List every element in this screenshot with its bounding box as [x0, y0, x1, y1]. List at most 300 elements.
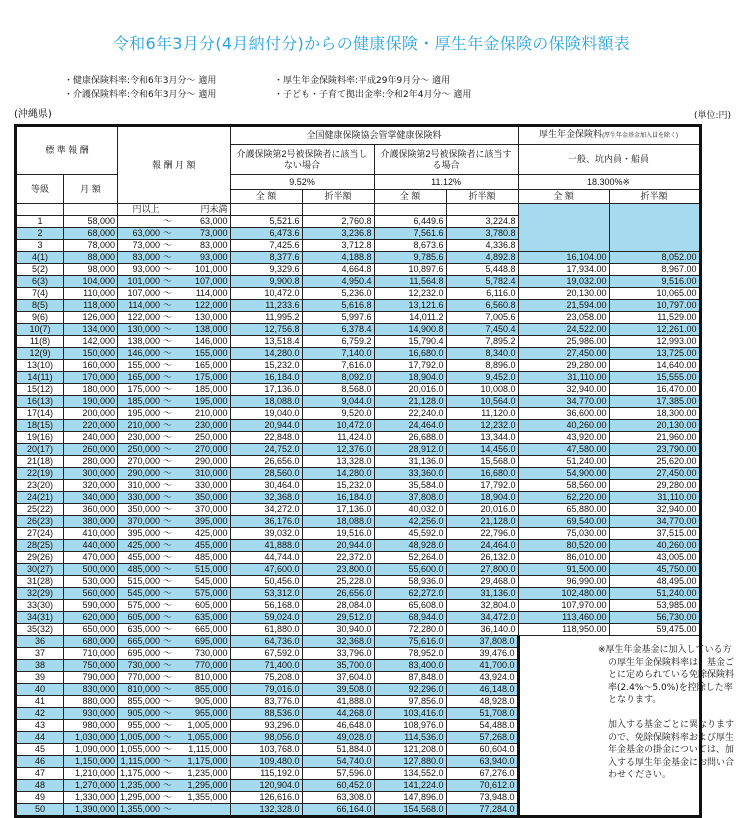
cell: 21,128.0	[446, 516, 518, 528]
cell: 59,024.0	[230, 612, 302, 624]
cell: 22,796.0	[446, 528, 518, 540]
cell: 280,000	[64, 456, 118, 468]
tilde: ～	[163, 240, 173, 250]
range-low: 155,000	[127, 360, 161, 370]
cell: 126,616.0	[230, 792, 302, 804]
cell: 75,030.00	[518, 528, 609, 540]
cell: 26,132.0	[446, 552, 518, 564]
cell: 39,508.0	[302, 684, 374, 696]
table-row	[16, 396, 701, 408]
cell: 10(7)	[16, 324, 64, 336]
cell: 17,934.00	[518, 264, 609, 276]
table-row	[16, 504, 701, 516]
cell: 12,232.0	[374, 288, 446, 300]
cell: 250,000	[174, 432, 230, 444]
cell: 635,000	[174, 612, 230, 624]
cell: 6,759.2	[302, 336, 374, 348]
cell: 108,976.0	[374, 720, 446, 732]
cell: 320,000	[64, 480, 118, 492]
cell: 545,000	[174, 576, 230, 588]
cell: 46,648.0	[302, 720, 374, 732]
cell: 17(14)	[16, 408, 64, 420]
tilde: ～	[163, 744, 173, 754]
cell: 12,993.00	[609, 336, 700, 348]
cell: 27,800.0	[446, 564, 518, 576]
cell: 3,712.8	[302, 240, 374, 252]
cell: 23(20)	[16, 480, 64, 492]
table-row	[16, 528, 701, 540]
range-low: 425,000	[127, 540, 161, 550]
range-low: 1,005,000	[120, 732, 161, 742]
cell: 14,900.8	[374, 324, 446, 336]
cell	[118, 276, 175, 288]
cell: 15,232.0	[230, 360, 302, 372]
cell	[118, 720, 175, 732]
cell: 72,280.0	[374, 624, 446, 636]
hdr-rate2: 11.12%	[374, 175, 518, 190]
cell: 43	[16, 720, 64, 732]
table-row	[16, 612, 701, 624]
cell: 86,010.00	[518, 552, 609, 564]
cell: 33,796.0	[302, 648, 374, 660]
cell: 4(1)	[16, 252, 64, 264]
cell: 77,284.0	[446, 804, 518, 817]
hdr-monthly: 月 額	[64, 175, 118, 204]
cell: 31,110.00	[518, 372, 609, 384]
cell: 60,604.0	[446, 744, 518, 756]
cell: 58,000	[64, 216, 118, 228]
cell: 470,000	[64, 552, 118, 564]
cell: 30,464.0	[230, 480, 302, 492]
range-low: 455,000	[127, 552, 161, 562]
range-low: 195,000	[127, 408, 161, 418]
cell	[118, 348, 175, 360]
cell: 14,456.0	[446, 444, 518, 456]
cell: 25(22)	[16, 504, 64, 516]
cell: 6,560.8	[446, 300, 518, 312]
tilde: ～	[163, 564, 173, 574]
cell: 455,000	[174, 540, 230, 552]
cell: 58,936.0	[374, 576, 446, 588]
note-1: ※厚生年金基金に加入している方の厚生年金保険料率は、基金ごとに定められている免除保険料率(2.4%～5.0%)を控除した率となります。	[598, 645, 735, 706]
note-2: 加入する基金ごとに異なりますので、免除保険料率および厚生年金基金の掛金については、加入する厚生年金基金にお問い合わせください。	[608, 719, 735, 781]
range-low: 695,000	[127, 648, 161, 658]
cell: 39,032.0	[230, 528, 302, 540]
cell: 3,780.8	[446, 228, 518, 240]
cell: 8,052.00	[609, 252, 700, 264]
cell: 142,000	[64, 336, 118, 348]
cell: 147,896.0	[374, 792, 446, 804]
hdr-health: 全国健康保険協会管掌健康保険料	[230, 126, 518, 145]
table-row	[16, 372, 701, 384]
cell: 9,044.0	[302, 396, 374, 408]
cell: 37,604.0	[302, 672, 374, 684]
cell: 8,377.6	[230, 252, 302, 264]
range-low: 545,000	[127, 588, 161, 598]
range-low: 1,235,000	[120, 780, 161, 790]
table-row	[16, 300, 701, 312]
cell: 5,236.0	[302, 288, 374, 300]
range-low: 730,000	[127, 660, 161, 670]
cell	[118, 456, 175, 468]
cell: 26(23)	[16, 516, 64, 528]
cell: 57,268.0	[446, 732, 518, 744]
table-row	[16, 216, 701, 228]
cell: 42,256.0	[374, 516, 446, 528]
table-row	[16, 276, 701, 288]
cell: 26,656.0	[302, 588, 374, 600]
cell: 64,736.0	[230, 636, 302, 648]
cell: 37	[16, 648, 64, 660]
cell: 12,232.0	[446, 420, 518, 432]
cell: 22,372.0	[302, 552, 374, 564]
cell: 62,220.00	[518, 492, 609, 504]
table-row	[16, 624, 701, 636]
cell: 65,880.00	[518, 504, 609, 516]
tilde: ～	[163, 636, 173, 646]
cell: 103,768.0	[230, 744, 302, 756]
cell: 7,895.2	[446, 336, 518, 348]
cell: 16,184.0	[302, 492, 374, 504]
cell: 67,592.0	[230, 648, 302, 660]
range-low: 101,000	[127, 276, 161, 286]
cell: 35(32)	[16, 624, 64, 636]
table-row	[16, 540, 701, 552]
cell	[118, 492, 175, 504]
cell	[118, 372, 175, 384]
cell: 31,136.0	[446, 588, 518, 600]
cell: 24,752.0	[230, 444, 302, 456]
cell: 120,904.0	[230, 780, 302, 792]
cell: 23,058.00	[518, 312, 609, 324]
cell: 21,128.0	[374, 396, 446, 408]
cell: 5,616.8	[302, 300, 374, 312]
cell: 33(30)	[16, 600, 64, 612]
cell: 55,600.0	[374, 564, 446, 576]
cell	[118, 252, 175, 264]
cell: 1,150,000	[64, 756, 118, 768]
cell: 17,792.0	[374, 360, 446, 372]
cell: 370,000	[174, 504, 230, 516]
range-low: 73,000	[132, 240, 161, 250]
cell: 45,750.00	[609, 564, 700, 576]
table-row	[16, 252, 701, 264]
cell: 12,756.8	[230, 324, 302, 336]
tilde: ～	[163, 252, 173, 262]
cell: 410,000	[64, 528, 118, 540]
cell	[118, 648, 175, 660]
cell: 8,896.0	[446, 360, 518, 372]
cell: 34,770.00	[609, 516, 700, 528]
hdr-standard: 標 準 報 酬	[16, 126, 118, 175]
tilde: ～	[163, 492, 173, 502]
cell: 10,897.6	[374, 264, 446, 276]
cell: 68,000	[64, 228, 118, 240]
cell: 18,904.0	[374, 372, 446, 384]
cell: 42	[16, 708, 64, 720]
cell: 25,986.00	[518, 336, 609, 348]
table-row	[16, 264, 701, 276]
cell: 28,912.0	[374, 444, 446, 456]
cell: 5,997.6	[302, 312, 374, 324]
cell: 31,110.00	[609, 492, 700, 504]
cell: 25,228.0	[302, 576, 374, 588]
range-low: 130,000	[127, 324, 161, 334]
cell	[118, 708, 175, 720]
cell: 126,000	[64, 312, 118, 324]
hdr-half: 折半額	[609, 190, 700, 204]
cell: 57,596.0	[302, 768, 374, 780]
cell: 25,620.00	[609, 456, 700, 468]
cell: 11,529.00	[609, 312, 700, 324]
cell: 75,208.0	[230, 672, 302, 684]
cell: 19,040.0	[230, 408, 302, 420]
cell: 3,236.8	[302, 228, 374, 240]
cell: 27(24)	[16, 528, 64, 540]
cell: 15,232.0	[302, 480, 374, 492]
cell: 10,008.0	[446, 384, 518, 396]
cell: 17,136.0	[230, 384, 302, 396]
cell: 930,000	[64, 708, 118, 720]
tilde: ～	[163, 708, 173, 718]
cell: 12,261.00	[609, 324, 700, 336]
range-low: 1,355,000	[120, 804, 161, 814]
range-low: 855,000	[127, 696, 161, 706]
tilde: ～	[163, 672, 173, 682]
cell	[118, 672, 175, 684]
cell: 66,164.0	[302, 804, 374, 817]
cell: 79,016.0	[230, 684, 302, 696]
table-row	[16, 420, 701, 432]
range-low: 250,000	[127, 444, 161, 454]
cell: 20,944.0	[302, 540, 374, 552]
cell: 21,594.00	[518, 300, 609, 312]
range-low: 635,000	[127, 624, 161, 634]
table-row	[16, 432, 701, 444]
cell: 10,472.0	[302, 420, 374, 432]
cell: 665,000	[174, 624, 230, 636]
cell: 170,000	[64, 372, 118, 384]
cell: 560,000	[64, 588, 118, 600]
cell: 43,920.00	[518, 432, 609, 444]
cell: 93,000	[174, 252, 230, 264]
cell	[609, 240, 700, 252]
cell: 110,000	[64, 288, 118, 300]
cell: 39	[16, 672, 64, 684]
range-low: 83,000	[132, 252, 161, 262]
cell	[118, 420, 175, 432]
cell: 8,967.00	[609, 264, 700, 276]
range-low: 138,000	[127, 336, 161, 346]
cell: 240,000	[64, 432, 118, 444]
cell: 29,512.0	[302, 612, 374, 624]
prefecture: (沖縄県)	[14, 109, 52, 120]
cell: 6,116.0	[446, 288, 518, 300]
hdr-range: 報 酬 月 額	[118, 126, 231, 204]
cell	[118, 324, 175, 336]
cell: 11,564.8	[374, 276, 446, 288]
cell: 20,016.0	[374, 384, 446, 396]
tilde: ～	[163, 324, 173, 334]
cell: 620,000	[64, 612, 118, 624]
cell: 7(4)	[16, 288, 64, 300]
tilde: ～	[163, 600, 173, 610]
cell: 98,000	[64, 264, 118, 276]
cell: 7,005.6	[446, 312, 518, 324]
cell: 695,000	[174, 636, 230, 648]
cell: 62,272.0	[374, 588, 446, 600]
cell	[118, 336, 175, 348]
cell: 15(12)	[16, 384, 64, 396]
tilde: ～	[163, 612, 173, 622]
cell: 32(29)	[16, 588, 64, 600]
cell: 12(9)	[16, 348, 64, 360]
cell: 17,385.00	[609, 396, 700, 408]
cell: 810,000	[174, 672, 230, 684]
cell	[118, 744, 175, 756]
cell	[118, 768, 175, 780]
cell: 11,233.6	[230, 300, 302, 312]
cell: 104,000	[64, 276, 118, 288]
cell: 27,450.00	[609, 468, 700, 480]
cell: 11,995.2	[230, 312, 302, 324]
cell: 71,400.0	[230, 660, 302, 672]
cell	[118, 612, 175, 624]
table-row	[16, 228, 701, 240]
table-row	[16, 240, 701, 252]
hdr-yen-below: 円未満	[174, 204, 230, 216]
cell	[118, 756, 175, 768]
table-row	[16, 804, 701, 817]
cell: 107,970.00	[518, 600, 609, 612]
cell: 300,000	[64, 468, 118, 480]
cell: 8(5)	[16, 300, 64, 312]
range-low: 63,000	[132, 228, 161, 238]
unit-label: (単位:円)	[693, 111, 731, 121]
cell: 127,880.0	[374, 756, 446, 768]
cell	[118, 780, 175, 792]
table-row	[16, 516, 701, 528]
tilde: ～	[163, 288, 173, 298]
cell: 58,560.00	[518, 480, 609, 492]
cell: 50,456.0	[230, 576, 302, 588]
cell: 83,000	[174, 240, 230, 252]
cell	[118, 624, 175, 636]
cell	[518, 240, 609, 252]
cell: 440,000	[64, 540, 118, 552]
cell: 980,000	[64, 720, 118, 732]
cell	[118, 552, 175, 564]
cell: 770,000	[174, 660, 230, 672]
cell	[174, 804, 230, 817]
range-low: 310,000	[127, 480, 161, 490]
cell: 590,000	[64, 600, 118, 612]
cell	[118, 264, 175, 276]
cell: 605,000	[174, 600, 230, 612]
cell: 10,065.00	[609, 288, 700, 300]
cell: 9,785.6	[374, 252, 446, 264]
cell	[118, 360, 175, 372]
cell: 103,416.0	[374, 708, 446, 720]
hdr-pension-sub: (厚生年金基金加入員を除く)	[602, 133, 679, 139]
note-child: ・子ども・子育て拠出金率:令和2年4月分～ 適用	[274, 90, 472, 100]
cell: 9,516.00	[609, 276, 700, 288]
hdr-half: 折半額	[446, 190, 518, 204]
cell: 830,000	[64, 684, 118, 696]
range-low: 107,000	[127, 288, 161, 298]
cell: 13(10)	[16, 360, 64, 372]
cell: 8,568.0	[302, 384, 374, 396]
cell: 180,000	[64, 384, 118, 396]
cell: 14,280.0	[302, 468, 374, 480]
table-row	[16, 468, 701, 480]
table-row	[16, 360, 701, 372]
cell: 155,000	[174, 348, 230, 360]
cell: 9(6)	[16, 312, 64, 324]
cell	[118, 696, 175, 708]
cell: 109,480.0	[230, 756, 302, 768]
pension-fund-note	[598, 644, 740, 794]
note-pension: ・厚生年金保険料率:平成29年9月分～ 適用	[274, 76, 451, 86]
range-low: 230,000	[127, 432, 161, 442]
hdr-yen-above: 円以上	[118, 204, 175, 216]
tilde: ～	[163, 792, 173, 802]
cell: 11(8)	[16, 336, 64, 348]
cell: 6(3)	[16, 276, 64, 288]
cell: 24,522.00	[518, 324, 609, 336]
cell	[518, 228, 609, 240]
cell	[118, 636, 175, 648]
cell	[118, 444, 175, 456]
cell: 8,340.0	[446, 348, 518, 360]
cell: 83,776.0	[230, 696, 302, 708]
cell: 11,120.0	[446, 408, 518, 420]
hdr-no-care: 介護保険第2号被保険者に該当しない場合	[230, 145, 374, 175]
cell: 10,564.0	[446, 396, 518, 408]
range-low: 146,000	[127, 348, 161, 358]
range-low: 350,000	[127, 504, 161, 514]
range-low: 575,000	[127, 600, 161, 610]
cell: 78,000	[64, 240, 118, 252]
cell: 6,473.6	[230, 228, 302, 240]
tilde: ～	[163, 360, 173, 370]
cell: 36,176.0	[230, 516, 302, 528]
cell: 40,032.0	[374, 504, 446, 516]
cell: 195,000	[174, 396, 230, 408]
cell: 45,592.0	[374, 528, 446, 540]
tilde: ～	[163, 444, 173, 454]
cell: 3	[16, 240, 64, 252]
cell: 12,376.0	[302, 444, 374, 456]
cell: 69,540.00	[518, 516, 609, 528]
tilde: ～	[163, 768, 173, 778]
cell: 7,561.6	[374, 228, 446, 240]
tilde: ～	[163, 660, 173, 670]
page-title: 令和6年3月分(4月納付分)からの健康保険・厚生年金保険の保険料額表	[112, 34, 631, 53]
cell: 9,452.0	[446, 372, 518, 384]
cell: 33,360.0	[374, 468, 446, 480]
cell: 114,000	[174, 288, 230, 300]
cell: 29,280.00	[518, 360, 609, 372]
cell: 23,800.0	[302, 564, 374, 576]
tilde: ～	[163, 420, 173, 430]
cell: 16,184.0	[230, 372, 302, 384]
cell: 2	[16, 228, 64, 240]
cell: 61,880.0	[230, 624, 302, 636]
cell: 20,944.0	[230, 420, 302, 432]
cell: 36	[16, 636, 64, 648]
tilde: ～	[163, 624, 173, 634]
